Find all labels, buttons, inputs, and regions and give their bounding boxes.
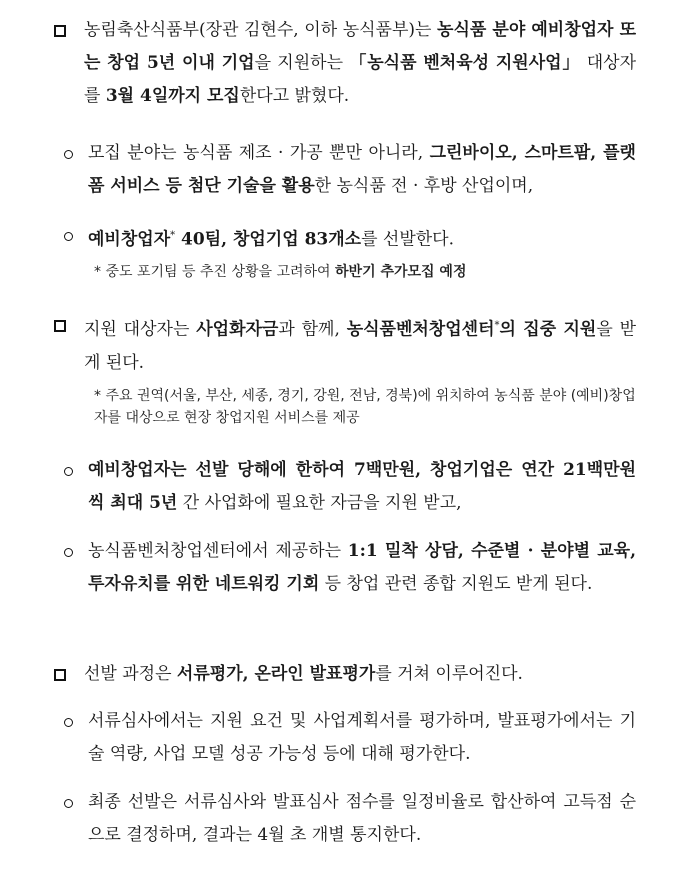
square-bullet-icon bbox=[54, 669, 66, 681]
text-run: * 주요 권역(서울, 부산, 세종, 경기, 강원, 전남, 경북)에 위치하여 농식품 분야 (예비)창업자를 대상으로 현장 창업지원 서비스를 제공 bbox=[94, 388, 636, 426]
paragraph bbox=[84, 309, 636, 380]
circle-bullet-icon bbox=[64, 548, 73, 557]
emphasis-text: 예비창업자 bbox=[88, 229, 171, 250]
emphasis-text: 사업화자금 bbox=[196, 319, 279, 340]
square-bullet-icon bbox=[54, 320, 66, 332]
circle-bullet-icon bbox=[64, 718, 73, 727]
emphasis-text: 1:1 밀착 상담, 수준별 · 분야별 교육, 투자유치를 위한 네트워킹 기회 bbox=[88, 541, 637, 594]
text-run: 를 선발한다. bbox=[361, 229, 454, 250]
footnote bbox=[94, 385, 636, 429]
paragraph bbox=[84, 658, 636, 691]
paragraph bbox=[88, 535, 636, 601]
text-run: * 중도 포기팀 등 추진 상황을 고려하여 bbox=[94, 264, 336, 280]
text-run: 한다고 밝혔다. bbox=[239, 86, 350, 106]
text-run: 을 받게 된다. bbox=[84, 319, 637, 373]
text-run: 를 거쳐 이루어진다. bbox=[375, 664, 523, 684]
text-run: 서류심사에서는 지원 요건 및 사업계획서를 평가하며, 발표평가에서는 기술 역량, 사업 모델 성공 가능성 등에 대해 평가한다. bbox=[88, 711, 636, 764]
emphasis-text: 「농식품 벤처육성 지원사업」 bbox=[349, 53, 581, 73]
emphasis-text: 40팀, 창업기업 83개소 bbox=[175, 229, 362, 250]
paragraph bbox=[88, 219, 636, 257]
text-run: 간 사업화에 필요한 자금을 지원 받고, bbox=[177, 493, 462, 513]
text-run: 지원 대상자는 bbox=[84, 319, 197, 340]
circle-bullet-icon bbox=[64, 799, 73, 808]
emphasis-text: 그린바이오, 스마트팜, 플랫폼 서비스 등 첨단 기술을 활용 bbox=[88, 143, 636, 196]
text-run: 농림축산식품부(장관 김현수, 이하 농식품부)는 bbox=[84, 20, 438, 40]
text-run: 농식품벤처창업센터에서 제공하는 bbox=[88, 541, 348, 561]
paragraph bbox=[88, 137, 636, 203]
emphasis-text: 하반기 추가모집 예정 bbox=[335, 264, 467, 280]
footnote-marker: * bbox=[170, 230, 176, 241]
circle-bullet-icon bbox=[64, 232, 73, 241]
emphasis-text: 서류평가, 온라인 발표평가 bbox=[176, 664, 376, 684]
text-run: 을 지원하는 bbox=[254, 53, 350, 73]
text-run: 대상자를 bbox=[84, 53, 636, 106]
footnote bbox=[94, 261, 636, 283]
paragraph bbox=[88, 786, 636, 852]
circle-bullet-icon bbox=[64, 150, 73, 159]
text-run: 최종 선발은 서류심사와 발표심사 점수를 일정비율로 합산하여 고득점 순으로 결정하며, 결과는 4월 초 개별 통지한다. bbox=[88, 792, 636, 845]
emphasis-text: 예비창업자는 선발 당해에 한하여 7백만원, 창업기업은 연간 21백만원 씩 최대 5년 bbox=[88, 460, 636, 513]
paragraph bbox=[88, 454, 636, 520]
emphasis-text: 농식품 분야 예비창업자 또는 창업 5년 이내 기업 bbox=[84, 20, 636, 73]
paragraph bbox=[88, 705, 636, 771]
text-run: 등 창업 관련 종합 지원도 받게 된다. bbox=[319, 574, 593, 594]
footnote-marker: * bbox=[494, 320, 500, 331]
paragraph bbox=[84, 14, 636, 113]
text-run: 과 함께, bbox=[278, 319, 347, 340]
text-run: 선발 과정은 bbox=[84, 664, 177, 684]
circle-bullet-icon bbox=[64, 467, 73, 476]
emphasis-text: 농식품벤처창업센터 bbox=[346, 319, 495, 340]
emphasis-text: 3월 4일까지 모집 bbox=[105, 86, 240, 106]
text-run: 한 농식품 전 · 후방 산업이며, bbox=[314, 176, 534, 196]
text-run: 모집 분야는 농식품 제조 · 가공 뿐만 아니라, bbox=[88, 143, 430, 163]
square-bullet-icon bbox=[54, 25, 66, 37]
emphasis-text: 의 집중 지원 bbox=[499, 319, 597, 340]
